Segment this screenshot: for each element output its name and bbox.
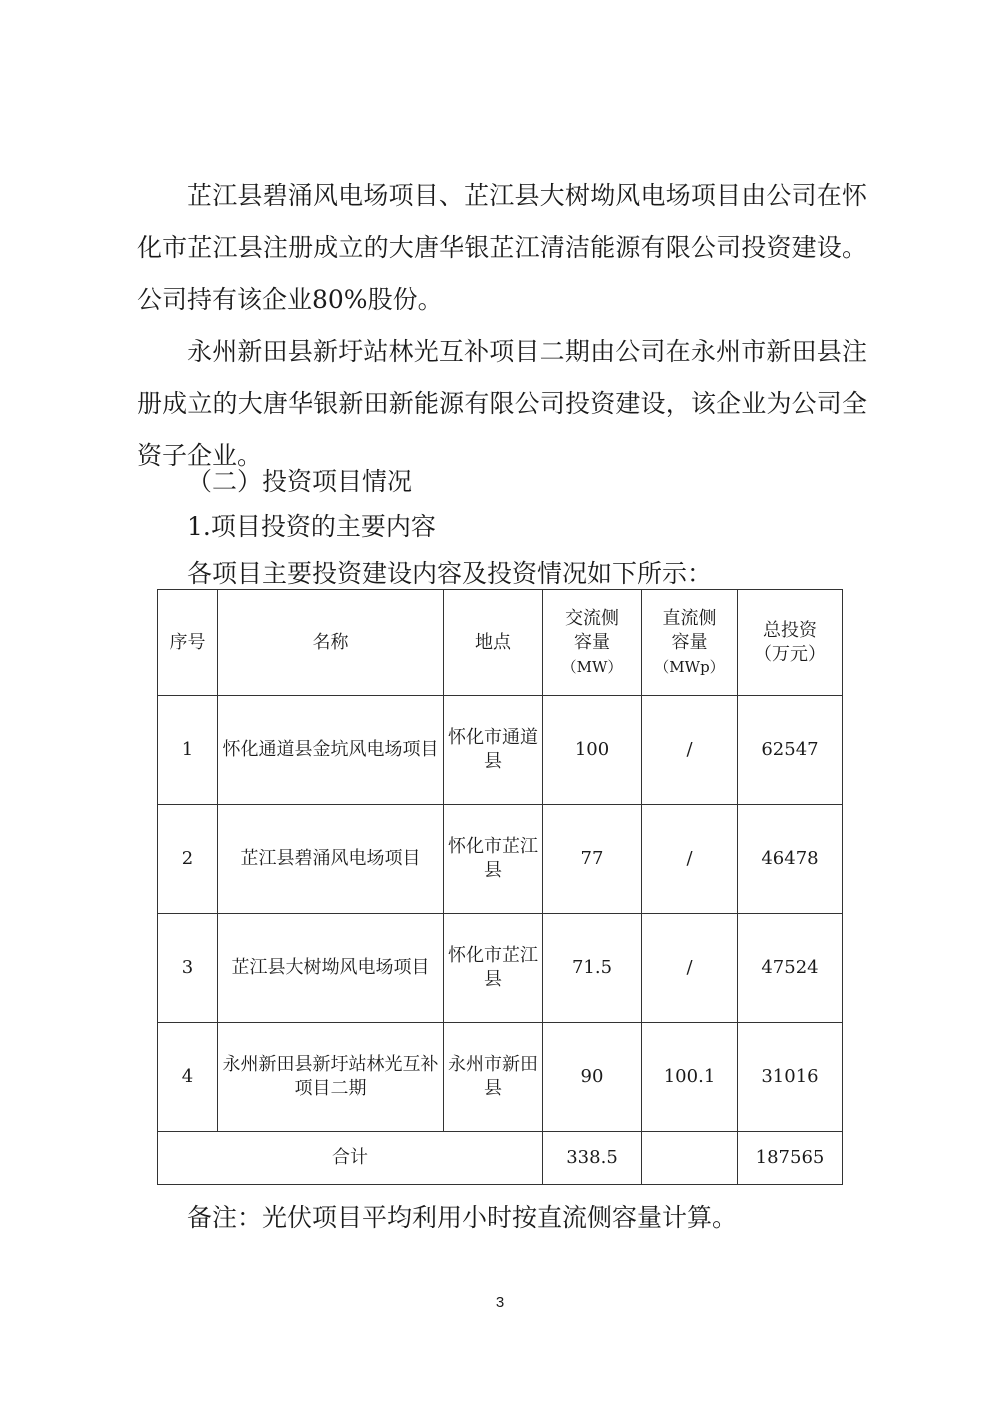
table-note: 备注：光伏项目平均利用小时按直流侧容量计算。	[187, 1203, 738, 1232]
cell-location: 怀化市芷江县	[444, 805, 543, 914]
cell-name: 永州新田县新圩站林光互补项目二期	[218, 1023, 444, 1132]
investment-table	[157, 589, 843, 1185]
section-heading: （二）投资项目情况	[187, 467, 413, 496]
cell-ac: 90	[543, 1023, 642, 1132]
cell-dc: /	[642, 805, 738, 914]
header-inv-unit: （万元）	[754, 643, 826, 665]
header-seq: 序号	[158, 590, 218, 696]
header-ac-capacity	[543, 590, 642, 696]
total-label: 合计	[158, 1132, 543, 1185]
table-header-row	[158, 590, 843, 696]
cell-location: 怀化市芷江县	[444, 914, 543, 1023]
cell-dc: /	[642, 914, 738, 1023]
header-dc-unit: （MWp）	[654, 657, 725, 676]
cell-dc: 100.1	[642, 1023, 738, 1132]
cell-dc: /	[642, 696, 738, 805]
cell-ac: 100	[543, 696, 642, 805]
table-row	[158, 1023, 843, 1132]
cell-investment: 46478	[738, 805, 843, 914]
cell-seq: 1	[158, 696, 218, 805]
total-investment: 187565	[738, 1132, 843, 1185]
header-dc-line1: 直流侧	[662, 607, 717, 629]
cell-seq: 2	[158, 805, 218, 914]
table-row	[158, 805, 843, 914]
subsection-heading: 1.项目投资的主要内容	[187, 512, 436, 541]
cell-seq: 4	[158, 1023, 218, 1132]
cell-ac: 77	[543, 805, 642, 914]
cell-name: 芷江县碧涌风电场项目	[218, 805, 444, 914]
paragraph-zhijiang-projects: 芷江县碧涌风电场项目、芷江县大树坳风电场项目由公司在怀化市芷江县注册成立的大唐华银芷江清洁能源有限公司投资建设。公司持有该企业80%股份。	[137, 181, 867, 314]
header-ac-unit: （MW）	[561, 657, 623, 676]
cell-location: 怀化市通道县	[444, 696, 543, 805]
header-dc-line2: 容量	[671, 631, 708, 653]
table-row	[158, 696, 843, 805]
table-total-row	[158, 1132, 843, 1185]
header-location: 地点	[444, 590, 543, 696]
table-row	[158, 914, 843, 1023]
page-number: 3	[495, 1294, 505, 1311]
cell-investment: 47524	[738, 914, 843, 1023]
cell-name: 芷江县大树坳风电场项目	[218, 914, 444, 1023]
cell-investment: 62547	[738, 696, 843, 805]
cell-ac: 71.5	[543, 914, 642, 1023]
cell-location: 永州市新田县	[444, 1023, 543, 1132]
header-ac-line2: 容量	[574, 631, 610, 653]
header-total-investment	[738, 590, 843, 696]
cell-seq: 3	[158, 914, 218, 1023]
header-name: 名称	[218, 590, 444, 696]
header-dc-capacity	[642, 590, 738, 696]
header-ac-line1: 交流侧	[565, 607, 619, 629]
cell-investment: 31016	[738, 1023, 843, 1132]
total-ac: 338.5	[543, 1132, 642, 1185]
table-intro-text: 各项目主要投资建设内容及投资情况如下所示：	[187, 559, 713, 588]
header-inv-line1: 总投资	[763, 619, 817, 641]
total-dc	[642, 1132, 738, 1185]
paragraph-xintian-project: 永州新田县新圩站林光互补项目二期由公司在永州市新田县注册成立的大唐华银新田新能源有限公司投资建设，该企业为公司全资子企业。	[137, 337, 867, 470]
cell-name: 怀化通道县金坑风电场项目	[218, 696, 444, 805]
